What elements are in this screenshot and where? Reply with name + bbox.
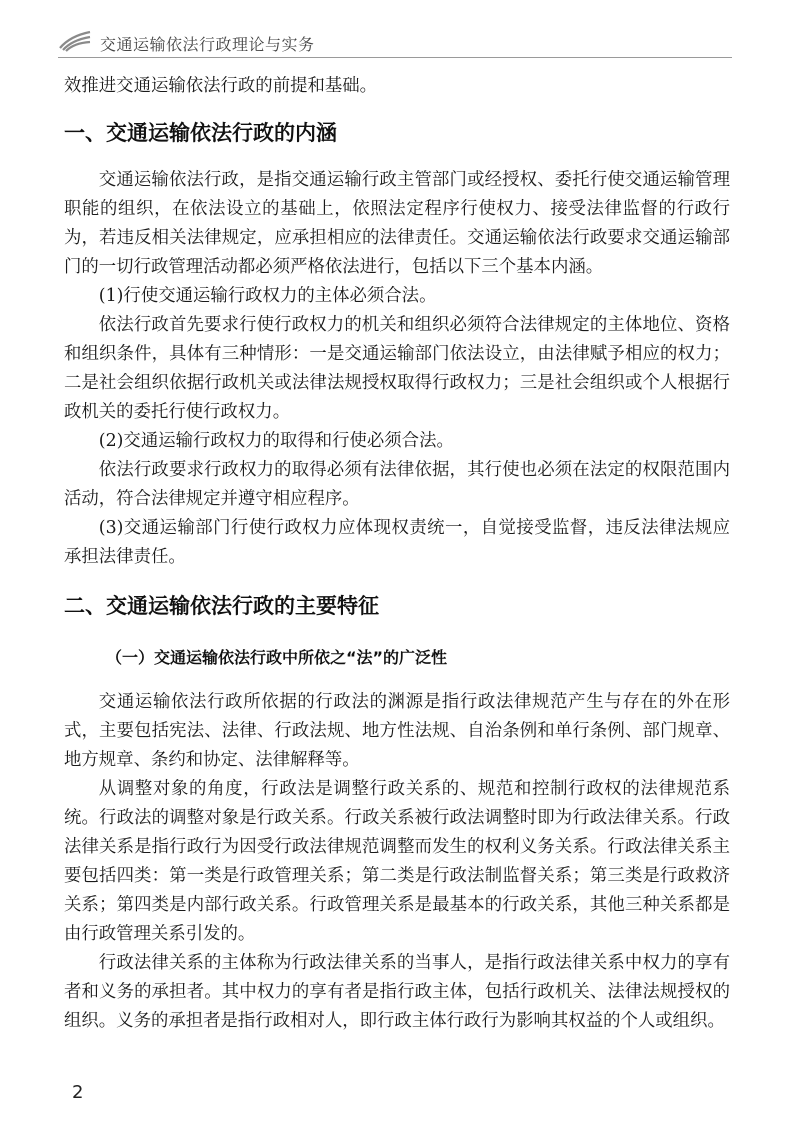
- page-header: [0, 0, 790, 66]
- section-1-heading: 一、交通运输依法行政的内涵: [64, 121, 337, 145]
- header-divider: [58, 57, 732, 58]
- section-1-item-1: (1)行使交通运输行政权力的主体必须合法。: [98, 286, 437, 306]
- section-2-paragraph-1: 交通运输依法行政所依据的行政法的渊源是指行政法律规范产生与存在的外在形式，主要包括宪法、法律、行政法规、地方性法规、自治条例和单行条例、部门规章、地方规章、条约和协定、法律解释等。: [64, 692, 730, 770]
- section-1-item-3: (3)交通运输部门行使行政权力应体现权责统一，自觉接受监督，违反法律法规应承担法律责任。: [64, 518, 730, 567]
- section-1-paragraph-3: 依法行政要求行政权力的取得必须有法律依据，其行使也必须在法定的权限范围内活动，符合法律规定并遵守相应程序。: [64, 460, 730, 509]
- section-1-paragraph-2: 依法行政首先要求行使行政权力的机关和组织必须符合法律规定的主体地位、资格和组织条件，具体有三种情形：一是交通运输部门依法设立，由法律赋予相应的权力；二是社会组织依据行政机关或法律法规授权取得行政权力；三是社会组织或个人根据行政机关的委托行使行政权力。: [64, 315, 730, 422]
- section-1-paragraph-1: 交通运输依法行政，是指交通运输行政主管部门或经授权、委托行使交通运输管理职能的组织，在依法设立的基础上，依照法定程序行使权力、接受法律监督的行政行为，若违反相关法律规定，应承担相应的法律责任。交通运输依法行政要求交通运输部门的一切行政管理活动都必须严格依法进行，包括以下三个基本内涵。: [64, 170, 730, 277]
- page-number: 2: [72, 1082, 84, 1103]
- intro-paragraph: 效推进交通运输依法行政的前提和基础。: [64, 76, 378, 96]
- book-logo-icon: [58, 28, 92, 52]
- section-2-heading: 二、交通运输依法行政的主要特征: [64, 594, 379, 618]
- running-header-title: 交通运输依法行政理论与实务: [100, 35, 315, 54]
- section-1-item-2: (2)交通运输行政权力的取得和行使必须合法。: [98, 431, 454, 451]
- section-2-paragraph-3: 行政法律关系的主体称为行政法律关系的当事人，是指行政法律关系中权力的享有者和义务的承担者。其中权力的享有者是指行政主体，包括行政机关、法律法规授权的组织。义务的承担者是指行政相对人，即行政主体行政行为影响其权益的个人或组织。: [64, 953, 730, 1031]
- subsection-1-heading: （一）交通运输依法行政中所依之“法”的广泛性: [106, 648, 448, 667]
- section-2-paragraph-2: 从调整对象的角度，行政法是调整行政关系的、规范和控制行政权的法律规范系统。行政法的调整对象是行政关系。行政关系被行政法调整时即为行政法律关系。行政法律关系是指行政行为因受行政法律规范调整而发生的权利义务关系。行政法律关系主要包括四类：第一类是行政管理关系；第二类是行政法制监督关系；第三类是行政救济关系；第四类是内部行政关系。行政管理关系是最基本的行政关系，其他三种关系都是由行政管理关系引发的。: [64, 779, 730, 944]
- page-body: [64, 72, 730, 1036]
